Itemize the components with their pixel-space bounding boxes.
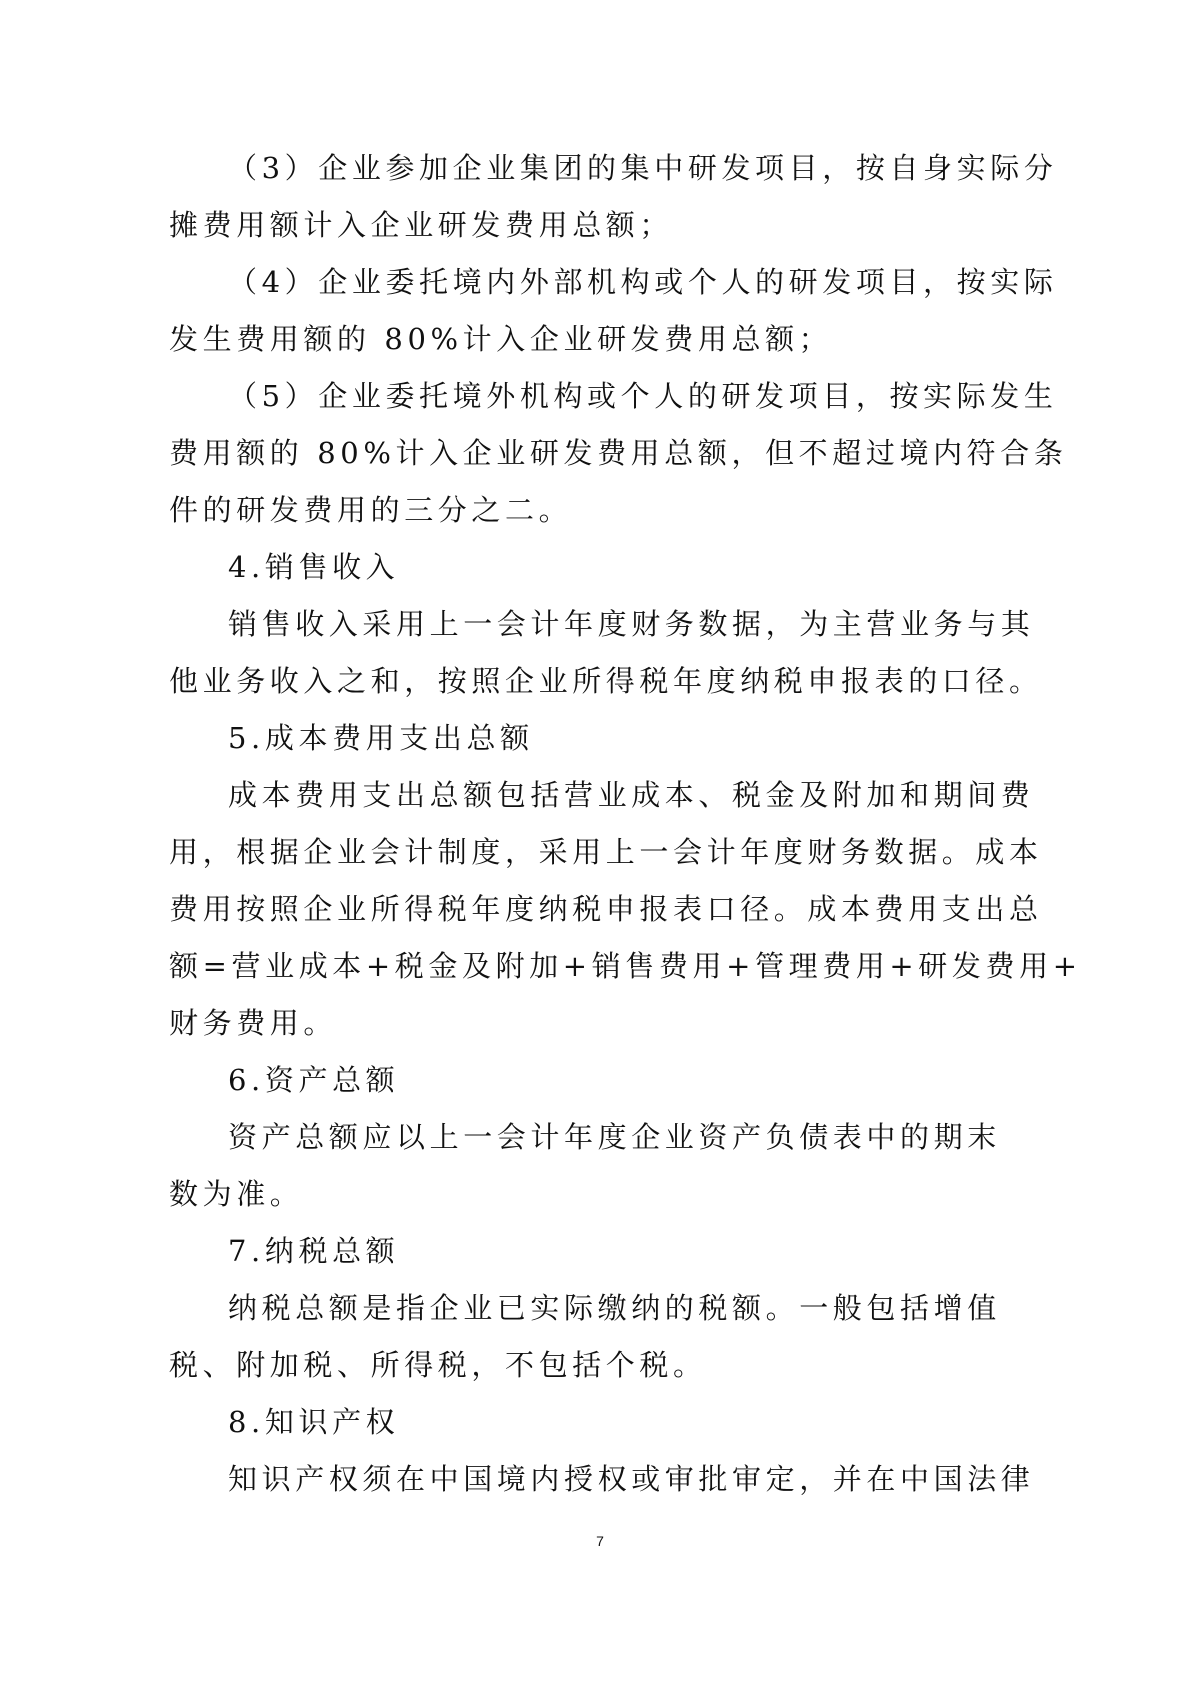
paragraph-item-5-line-2: 费用额的 80%计入企业研发费用总额，但不超过境内符合条 bbox=[169, 436, 1068, 470]
section-heading-total-tax: 7.纳税总额 bbox=[228, 1234, 400, 1268]
paragraph-item-3-line-2: 摊费用额计入企业研发费用总额； bbox=[169, 208, 674, 242]
paragraph-tax-line-2: 税、附加税、所得税，不包括个税。 bbox=[169, 1348, 707, 1382]
paragraph-cost-line-4: 额=营业成本+税金及附加+销售费用+管理费用+研发费用+ bbox=[169, 949, 1082, 983]
paragraph-item-3-line-1: （3）企业参加企业集团的集中研发项目，按自身实际分 bbox=[228, 151, 1058, 185]
paragraph-sales-line-2: 他业务收入之和，按照企业所得税年度纳税申报表的口径。 bbox=[169, 664, 1043, 698]
section-heading-total-assets: 6.资产总额 bbox=[228, 1063, 400, 1097]
paragraph-item-4-line-1: （4）企业委托境内外部机构或个人的研发项目，按实际 bbox=[228, 265, 1058, 299]
paragraph-cost-line-5: 财务费用。 bbox=[169, 1006, 338, 1040]
paragraph-tax-line-1: 纳税总额是指企业已实际缴纳的税额。一般包括增值 bbox=[228, 1291, 1001, 1325]
section-heading-ip: 8.知识产权 bbox=[228, 1405, 400, 1439]
paragraph-cost-line-3: 费用按照企业所得税年度纳税申报表口径。成本费用支出总 bbox=[169, 892, 1043, 926]
paragraph-sales-line-1: 销售收入采用上一会计年度财务数据，为主营业务与其 bbox=[228, 607, 1035, 641]
paragraph-item-5-line-3: 件的研发费用的三分之二。 bbox=[169, 493, 573, 527]
section-heading-sales-revenue: 4.销售收入 bbox=[228, 550, 400, 584]
section-heading-total-cost: 5.成本费用支出总额 bbox=[228, 721, 534, 755]
page-number: 7 bbox=[596, 1533, 604, 1549]
paragraph-ip-line-1: 知识产权须在中国境内授权或审批审定，并在中国法律 bbox=[228, 1462, 1035, 1496]
paragraph-cost-line-2: 用，根据企业会计制度，采用上一会计年度财务数据。成本 bbox=[169, 835, 1043, 869]
paragraph-item-4-line-2: 发生费用额的 80%计入企业研发费用总额； bbox=[169, 322, 833, 356]
paragraph-assets-line-2: 数为准。 bbox=[169, 1177, 304, 1211]
paragraph-item-5-line-1: （5）企业委托境外机构或个人的研发项目，按实际发生 bbox=[228, 379, 1058, 413]
paragraph-assets-line-1: 资产总额应以上一会计年度企业资产负债表中的期末 bbox=[228, 1120, 1001, 1154]
paragraph-cost-line-1: 成本费用支出总额包括营业成本、税金及附加和期间费 bbox=[228, 778, 1035, 812]
